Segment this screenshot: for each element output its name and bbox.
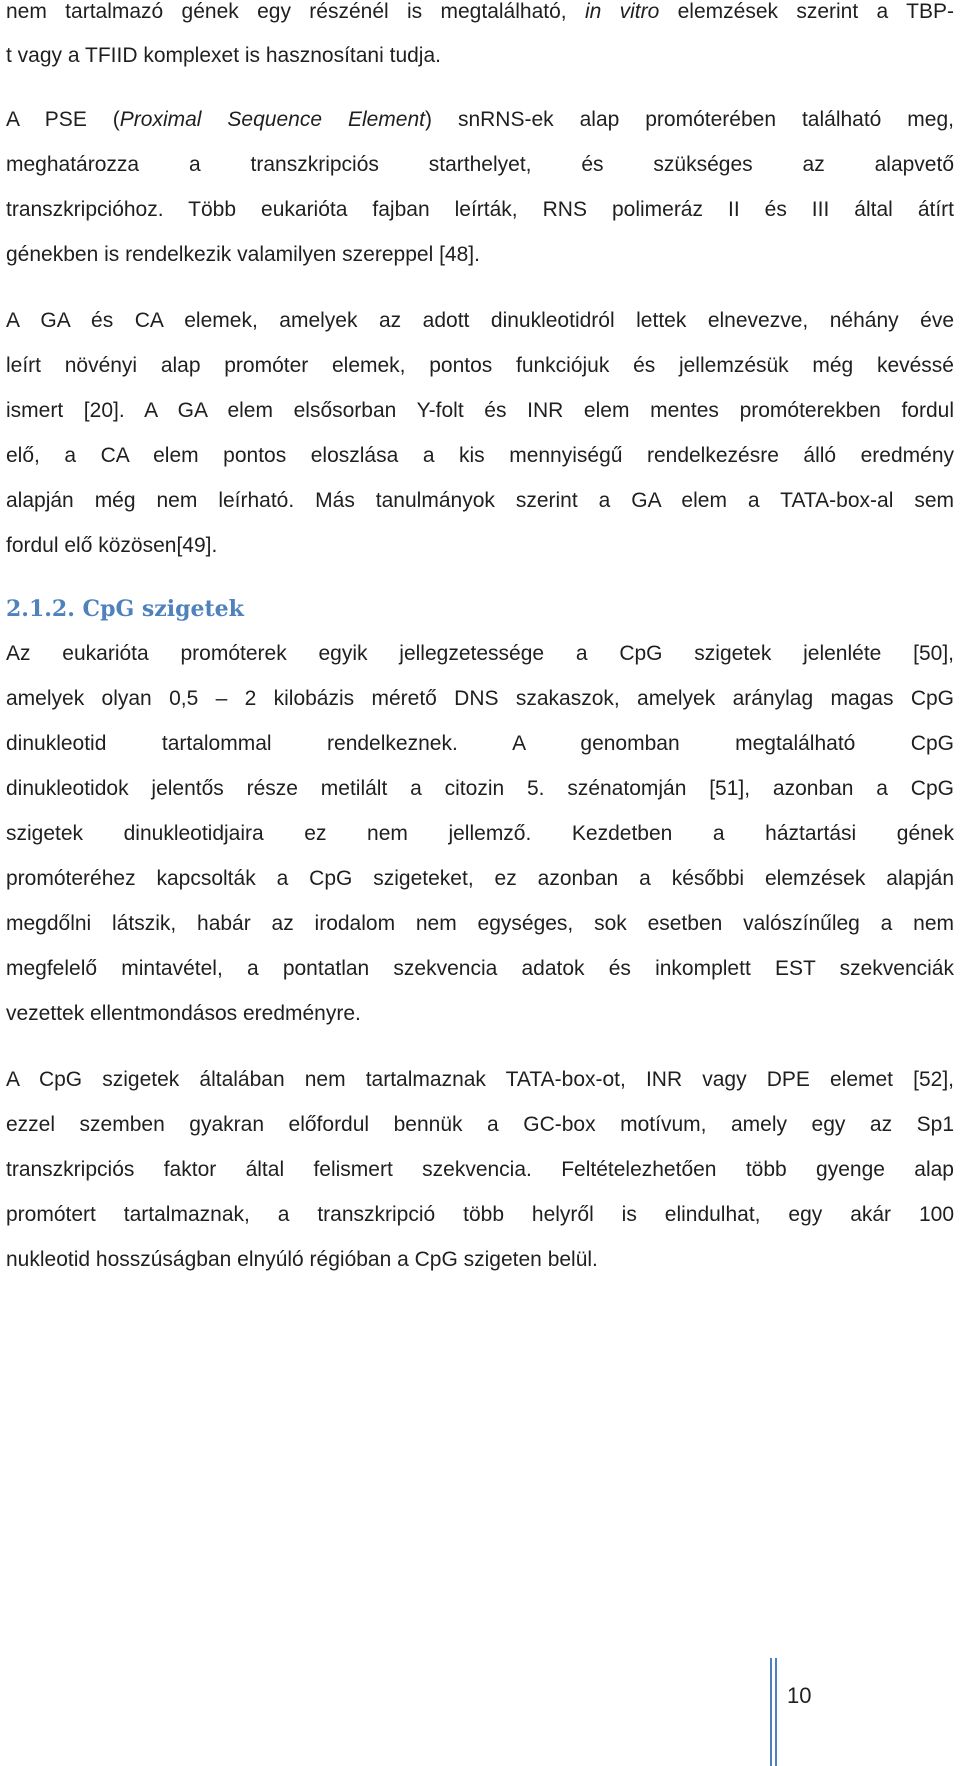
footer-rule [770, 1658, 772, 1766]
paragraph-5-line-4: promótert tartalmaznak, a transzkripció több helyről is elindulhat, egy akár 100 [6, 1203, 954, 1226]
paragraph-2-line-2: meghatározza a transzkripciós starthelyet, és szükséges az alapvető [6, 153, 954, 176]
paragraph-4-line-2: amelyek olyan 0,5 – 2 kilobázis mérető DNS szakaszok, amelyek aránylag magas CpG [6, 687, 954, 710]
paragraph-5-line-3: transzkripciós faktor által felismert szekvencia. Feltételezhetően több gyenge alap [6, 1158, 954, 1181]
paragraph-3-line-6: fordul elő közösen[49]. [6, 534, 218, 557]
paragraph-4-line-5: szigetek dinukleotidjaira ez nem jellemző. Kezdetben a háztartási gének [6, 822, 954, 845]
paragraph-3-line-2: leírt növényi alap promóter elemek, pontos funkciójuk és jellemzésük még kevéssé [6, 354, 954, 377]
text-segment: nem tartalmazó gének egy részénél is megtalálható, [6, 0, 585, 23]
paragraph-4-line-4: dinukleotidok jelentős része metilált a citozin 5. szénatomján [51], azonban a CpG [6, 777, 954, 800]
footer-rule [775, 1658, 777, 1766]
paragraph-5-line-2: ezzel szemben gyakran előfordul bennük a GC-box motívum, amely egy az Sp1 [6, 1113, 954, 1136]
paragraph-2-line-3: transzkripcióhoz. Több eukarióta fajban leírták, RNS polimeráz II és III által átírt [6, 198, 954, 221]
paragraph-3-line-5: alapján még nem leírható. Más tanulmányok szerint a GA elem a TATA-box-al sem [6, 489, 954, 512]
paragraph-1-line-1 [6, 0, 954, 26]
paragraph-2-line-4: génekben is rendelkezik valamilyen szereppel [48]. [6, 243, 480, 266]
paragraph-5-line-5: nukleotid hosszúságban elnyúló régióban a CpG szigeten belül. [6, 1248, 598, 1271]
paragraph-5-line-1: A CpG szigetek általában nem tartalmaznak TATA-box-ot, INR vagy DPE elemet [52], [6, 1068, 954, 1091]
paragraph-4-line-8: megfelelő mintavétel, a pontatlan szekvencia adatok és inkomplett EST szekvenciák [6, 957, 954, 980]
text-segment: elemzések szerint a TBP- [659, 0, 954, 23]
paragraph-3-line-4: elő, a CA elem pontos eloszlása a kis mennyiségű rendelkezésre álló eredmény [6, 444, 954, 467]
italic-term: Proximal Sequence Element [119, 108, 425, 131]
paragraph-4-line-6: promóteréhez kapcsolták a CpG szigeteket, ez azonban a későbbi elemzések alapján [6, 867, 954, 890]
paragraph-1-line-2: t vagy a TFIID komplexet is hasznosítani tudja. [6, 44, 441, 67]
paragraph-4-line-7: megdőlni látszik, habár az irodalom nem egységes, sok esetben valószínűleg a nem [6, 912, 954, 935]
text-segment: ) snRNS-ek alap promóterében található meg, [425, 108, 954, 131]
page-number: 10 [787, 1683, 812, 1708]
paragraph-3-line-3: ismert [20]. A GA elem elsősorban Y-folt és INR elem mentes promóterekben fordul [6, 399, 954, 422]
paragraph-4-line-3: dinukleotid tartalommal rendelkeznek. A genomban megtalálható CpG [6, 732, 954, 755]
paragraph-2-line-1 [6, 106, 954, 134]
text-segment: A PSE ( [6, 108, 120, 131]
page-footer [770, 1658, 890, 1766]
paragraph-3-line-1: A GA és CA elemek, amelyek az adott dinukleotidról lettek elnevezve, néhány éve [6, 309, 954, 332]
paragraph-4-line-1: Az eukarióta promóterek egyik jellegzetessége a CpG szigetek jelenléte [50], [6, 642, 954, 665]
paragraph-4-line-9: vezettek ellentmondásos eredményre. [6, 1002, 361, 1025]
section-heading: 2.1.2. CpG szigetek [6, 596, 244, 622]
italic-term: in vitro [584, 0, 660, 23]
